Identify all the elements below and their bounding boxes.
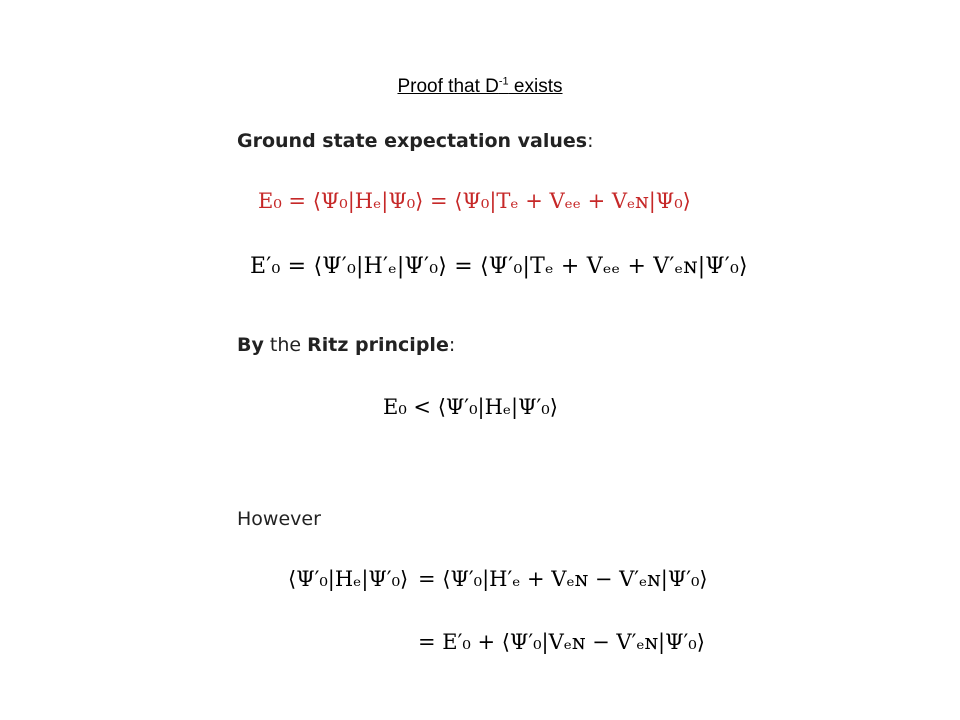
ground-state-heading: [237, 130, 594, 152]
primed-ground-state-equation: E′₀ = ⟨Ψ′₀|H′ₑ|Ψ′₀⟩ = ⟨Ψ′₀|Tₑ + Vₑₑ + V′ₑɴ|Ψ′₀⟩: [250, 254, 748, 279]
however-eq-line2-rhs: = E′₀ + ⟨Ψ′₀|Vₑɴ − V′ₑɴ|Ψ′₀⟩: [418, 630, 705, 654]
ritz-heading: [237, 334, 455, 356]
ritz-heading-the: the: [263, 334, 308, 356]
ground-state-heading-colon: :: [587, 130, 594, 152]
however-eq-line1-rhs: = ⟨Ψ′₀|H′ₑ + Vₑɴ − V′ₑɴ|Ψ′₀⟩: [418, 567, 708, 591]
title-superscript: -1: [498, 75, 509, 88]
ritz-heading-colon: :: [448, 334, 456, 356]
ritz-inequality: E₀ < ⟨Ψ′₀|Hₑ|Ψ′₀⟩: [383, 395, 558, 419]
ritz-heading-principle: Ritz principle: [307, 334, 449, 356]
however-heading: However: [237, 508, 321, 530]
title-tail: exists: [508, 76, 563, 97]
ritz-heading-by: By: [237, 334, 264, 356]
title-text: Proof that D: [397, 76, 499, 97]
however-eq-line1-lhs: ⟨Ψ′₀|Hₑ|Ψ′₀⟩: [288, 567, 409, 591]
ground-state-equation: E₀ = ⟨Ψ₀|Hₑ|Ψ₀⟩ = ⟨Ψ₀|Tₑ + Vₑₑ + Vₑɴ|Ψ₀⟩: [258, 189, 691, 213]
slide-title: [0, 76, 960, 98]
ground-state-heading-bold: Ground state expectation values: [237, 130, 588, 152]
